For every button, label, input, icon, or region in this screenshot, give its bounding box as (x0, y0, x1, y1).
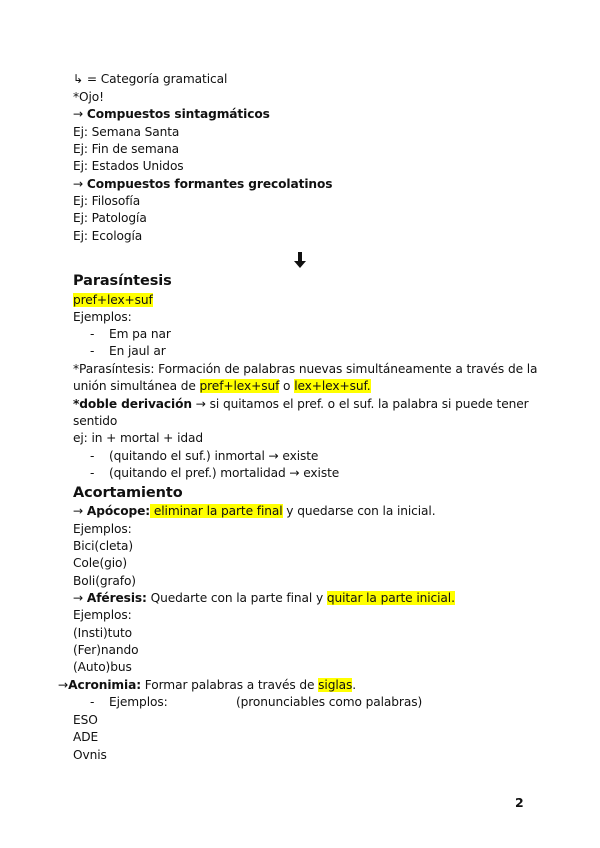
arrow-text: → (73, 107, 87, 121)
acronimia-highlight: siglas (318, 678, 353, 692)
aferesis-bold: Aféresis: (86, 591, 147, 605)
arrow-text: → (58, 678, 69, 692)
ejemplos-label: Ejemplos: (73, 522, 132, 536)
bullet-dash: - (90, 466, 95, 480)
formula-highlight: pref+lex+suf (73, 293, 153, 307)
example-line: (Auto)bus (73, 660, 132, 674)
compuestos-grecolatinos-title: Compuestos formantes grecolatinos (86, 177, 333, 191)
bullet-dash: - (90, 695, 95, 709)
example-line: Ej: Estados Unidos (73, 159, 184, 173)
arrow-text: → (73, 177, 87, 191)
definition-highlight: pref+lex+suf (199, 379, 280, 393)
acronimia-bold: Acronimia: (68, 678, 141, 692)
doble-derivacion-bold: *doble derivación (73, 397, 192, 411)
list-item-text: (quitando el pref.) mortalidad → existe (109, 466, 340, 480)
example-line: ESO (73, 713, 98, 727)
example-line: Ej: Semana Santa (73, 125, 180, 139)
example-line: Ej: Patología (73, 211, 147, 225)
page-number: 2 (515, 795, 524, 810)
ej-label: ej: in + mortal + idad (73, 431, 203, 445)
acronimia-text: . (352, 678, 357, 692)
example-line: Ej: Filosofía (73, 194, 141, 208)
arrow-text: → (73, 591, 87, 605)
categoria-line: ↳ = Categoría gramatical (73, 72, 228, 86)
doble-derivacion-text: → si quitamos el pref. o el suf. la palabra si puede tener (191, 397, 529, 411)
compuestos-sintagmaticos-title: Compuestos sintagmáticos (86, 107, 270, 121)
definition-highlight: lex+lex+suf. (294, 379, 371, 393)
doble-derivacion-line2: sentido (73, 414, 118, 428)
list-item-text: En jaul ar (109, 344, 166, 358)
aferesis-text: Quedarte con la parte final y (146, 591, 327, 605)
parasintesis-definition-line1: *Parasíntesis: Formación de palabras nuevas simultáneamente a través de la (73, 362, 538, 376)
example-line: (Insti)tuto (73, 626, 132, 640)
acronimia-text: Formar palabras a través de (141, 678, 319, 692)
aferesis-line (73, 590, 455, 607)
definition-text: o (279, 379, 295, 393)
example-line: (Fer)nando (73, 643, 139, 657)
apocope-bold: Apócope: (86, 504, 151, 518)
acronimia-line (58, 677, 356, 694)
parasintesis-heading: Parasíntesis (73, 273, 172, 289)
arrow-text: → (73, 504, 87, 518)
aferesis-highlight: quitar la parte inicial. (326, 591, 455, 605)
ojo-line: *Ojo! (73, 90, 104, 104)
example-line: Cole(gio) (73, 556, 128, 570)
definition-text: unión simultánea de (73, 379, 200, 393)
apocope-highlight: eliminar la parte final (150, 504, 283, 518)
ejemplos-label: Ejemplos: (73, 310, 132, 324)
bullet-dash: - (90, 344, 95, 358)
example-line: Ej: Ecología (73, 229, 143, 243)
apocope-line (73, 503, 435, 520)
compuestos-sintagmaticos-line (73, 106, 270, 123)
example-line: ADE (73, 730, 99, 744)
example-line: Boli(grafo) (73, 574, 136, 588)
doble-derivacion-line (73, 396, 529, 413)
acortamiento-heading: Acortamiento (73, 485, 183, 501)
bullet-dash: - (90, 327, 95, 341)
example-line: Ej: Fin de semana (73, 142, 179, 156)
ejemplos-label: Ejemplos: (73, 608, 132, 622)
bullet-dash: - (90, 449, 95, 463)
parasintesis-formula (73, 292, 153, 309)
list-item-text: Em pa nar (109, 327, 171, 341)
parasintesis-definition-line2 (73, 378, 371, 395)
down-arrow-icon (291, 251, 309, 269)
example-line: Ovnis (73, 748, 107, 762)
list-item-text: (quitando el suf.) inmortal → existe (109, 449, 319, 463)
pronunciables-note: (pronunciables como palabras) (236, 695, 423, 709)
apocope-text: y quedarse con la inicial. (282, 504, 436, 518)
compuestos-grecolatinos-line (73, 176, 332, 193)
list-item-text: Ejemplos: (109, 695, 168, 709)
example-line: Bici(cleta) (73, 539, 134, 553)
